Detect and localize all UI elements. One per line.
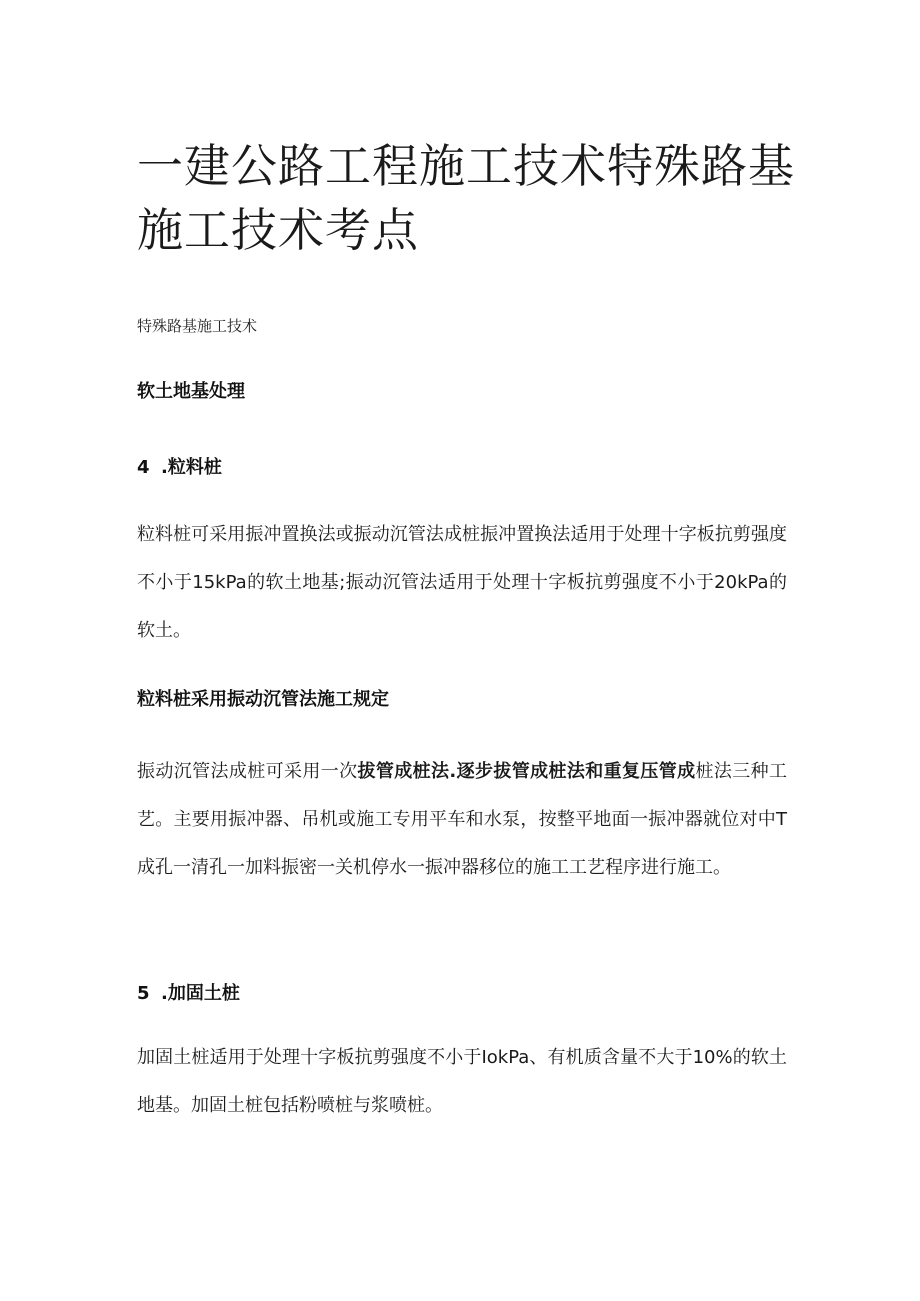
document-title: 一建公路工程施工技术特殊路基施工技术考点 — [137, 139, 795, 257]
item-4-number: 4 — [137, 457, 150, 478]
section-heading: 软土地基处理 — [137, 381, 245, 402]
rules-text-bold: 拔管成桩法.逐步拔管成桩法和重复压管成 — [357, 761, 696, 782]
item-4-heading — [137, 454, 222, 482]
rules-text-2: 桩法三种工艺。主要用振冲器、吊机或施工专用平车和水泵，按整平地面一振冲器就位对中T成孔一清孔一加料振密一关机停水一振冲器移位的施工工艺程序进行施工。 — [137, 761, 788, 878]
rules-text-1: 振动沉管法成桩可采用一次 — [137, 761, 358, 782]
document-subtitle: 特殊路基施工技术 — [137, 317, 258, 335]
rules-paragraph — [137, 748, 787, 892]
item-4-title: .粒料桩 — [161, 457, 222, 478]
item-5-paragraph: 加固土桩适用于处理十字板抗剪强度不小于IokPa、有机质含量不大于10%的软土地基。加固土桩包括粉喷桩与浆喷桩。 — [137, 1047, 787, 1116]
item-4-paragraph: 粒料桩可采用振冲置换法或振动沉管法成桩振冲置换法适用于处理十字板抗剪强度不小于15kPa的软土地基;振动沉管法适用于处理十字板抗剪强度不小于20kPa的软土。 — [137, 524, 787, 641]
item-5-title: .加固土桩 — [161, 983, 240, 1004]
item-5-number: 5 — [137, 983, 150, 1004]
rules-heading: 粒料桩采用振动沉管法施工规定 — [137, 689, 389, 710]
item-5-heading — [137, 980, 240, 1008]
